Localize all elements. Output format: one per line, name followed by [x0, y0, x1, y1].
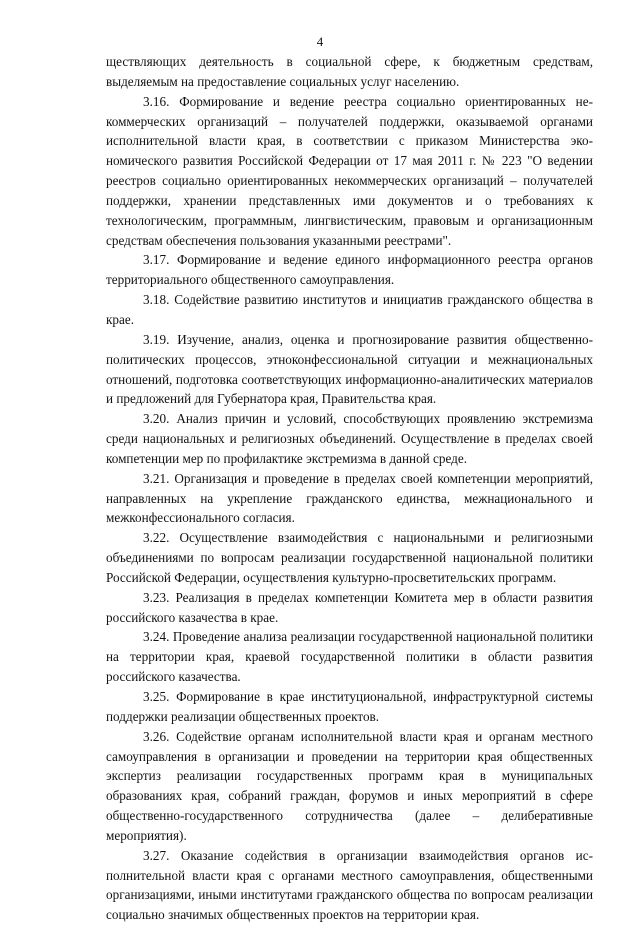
paragraph: 3.22. Осуществление взаимодействия с национальными и религиозными объединениями по вопросам реализации государственной национальной политики Российской Федерации, осуществления культурно-просветительских программ.	[106, 530, 593, 585]
page-number: 4	[316, 34, 324, 49]
paragraph: 3.20. Анализ причин и условий, способствующих проявлению экстремизма среди национальных и религиозных объединений. Осуществление в пределах своей компетенции мер по профилактике экстремизма в данной среде.	[106, 411, 593, 466]
paragraph: ществляющих деятельность в социальной сфере, к бюджетным средствам, выделяемым на предоставление социальных услуг населению.	[106, 54, 593, 89]
paragraph: 3.23. Реализация в пределах компетенции Комитета мер в области развития российского казачества в крае.	[106, 589, 593, 625]
paragraph: 3.17. Формирование и ведение единого информационного реестра органов территориального общественного самоуправления.	[106, 252, 593, 288]
paragraph: 3.21. Организация и проведение в пределах своей компетенции мероприятий, направленных на укрепление гражданского единства, межнационального и межконфессионального согласия.	[106, 470, 593, 526]
paragraph: 3.19. Изучение, анализ, оценка и прогнозирование развития общественно-политических процессов, этноконфессиональной ситуации и межнациональных отношений, подготовка соответствующих информационно-аналитических материалов и предложений для Губернатора края, Правительства края.	[106, 331, 593, 407]
document-body	[106, 52, 593, 925]
paragraph: 3.26. Содействие органам исполнительной власти края и органам местного самоуправления в организации и проведении на территории края общественных экспертиз реализации государственных программ края в муниципальных образованиях края, собраний граждан, форумов и иных мероприятий в сфере общественно-государственного сотрудничества (далее – делиберативные мероприятия).	[106, 728, 593, 843]
paragraph: 3.27. Оказание содействия в организации взаимодействия органов исполнительной власти края с органами местного самоуправления, общественными организациями, иными институтами гражданского общества по вопросам реализации социально значимых общественных проектов на территории края.	[106, 847, 593, 923]
paragraph: 3.24. Проведение анализа реализации государственной национальной политики на территории края, краевой государственной политики в области развития российского казачества.	[106, 629, 593, 685]
paragraph: 3.25. Формирование в крае институциональной, инфраструктурной системы поддержки реализации общественных проектов.	[106, 689, 593, 724]
paragraph: 3.16. Формирование и ведение реестра социально ориентированных некоммерческих организаций – получателей поддержки, оказываемой органами исполнительной власти края, в соответствии с приказом Министерства экономического развития Российской Федерации от 17 мая 2011 г. № 223 "О ведении реестров социально ориентированных некоммерческих организаций – получателей поддержки, хранении представленных ими документов и о требованиях к технологическим, программным, лингвистическим, правовым и организационным средствам обеспечения пользования указанными реестрами".	[106, 93, 593, 248]
paragraph: 3.18. Содействие развитию институтов и инициатив гражданского общества в крае.	[106, 292, 593, 327]
